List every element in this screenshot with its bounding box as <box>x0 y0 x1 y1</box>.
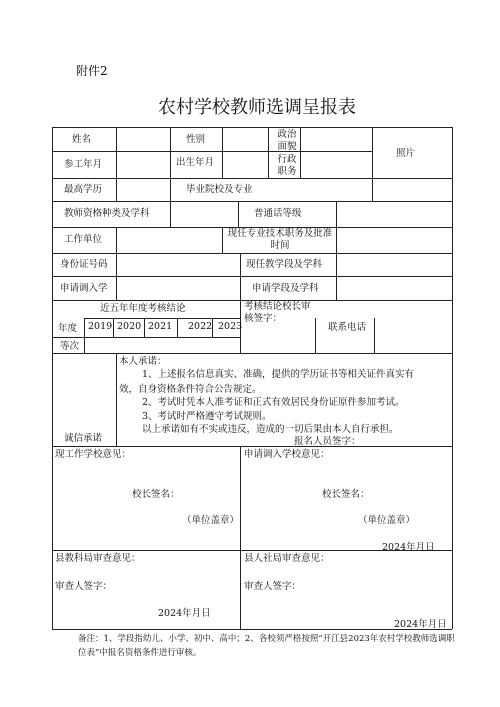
current-school-seal: （单位盖章） <box>182 515 240 526</box>
mandarin-level-label: 普通话等级 <box>254 208 302 219</box>
county-edu-opinion-label: 县教科局审查意见： <box>55 553 141 564</box>
edu-reviewer-sign-label: 审查人签字： <box>55 581 113 592</box>
professional-title-label: 现任专业技术职务及批准时间 <box>227 228 333 251</box>
year-2022: 2022 <box>188 321 213 332</box>
work-year-label: 参工年月 <box>64 159 103 170</box>
apply-stage-label: 申请学段及学科 <box>252 283 319 294</box>
pledge-item-1b: 效，自身资格条件符合公告规定。 <box>119 384 262 395</box>
current-school-opinion-label: 现工作学校意见： <box>55 449 132 460</box>
current-stage-label: 现任教学段及学科 <box>246 259 323 270</box>
graduate-school-label: 毕业院校及专业 <box>186 184 253 195</box>
applicant-sign-label: 报名人员签字： <box>294 436 361 447</box>
year-label: 年度 <box>58 323 78 334</box>
political-status-label: 政治面貌 <box>277 129 297 152</box>
county-edu-date: 2024年月日 <box>158 608 211 619</box>
contact-phone-label: 联系电话 <box>328 322 367 333</box>
admin-post-label: 行政职务 <box>277 154 297 177</box>
attachment-label: 附件2 <box>76 64 108 78</box>
education-label: 最高学历 <box>64 184 103 195</box>
name-label: 姓名 <box>72 134 92 145</box>
teacher-cert-label: 教师资格种类及学科 <box>64 208 150 219</box>
pledge-item-2: 2、考试时凭本人准考证和正式有效居民身份证原件参加考试。 <box>142 397 405 408</box>
apply-school-label: 申请调入学 <box>60 283 108 294</box>
county-hr-date: 2024年月日 <box>394 619 447 630</box>
target-school-date: 2024年月日 <box>382 542 435 553</box>
footnote: 备注：1、学段指幼儿、小学、初中、高中；2、各校须严格按照“开江县2023年农村学校教师选调职位表”中报名资格条件进行审核。 <box>78 634 455 658</box>
pledge-heading: 本人承诺： <box>119 356 167 367</box>
year-2020: 2020 <box>117 321 142 332</box>
id-number-label: 身份证号码 <box>60 259 108 270</box>
county-hr-opinion-label: 县人社局审查意见： <box>244 553 330 564</box>
principal-review-sign-label: 考核结论校长审核签字： <box>244 301 311 324</box>
assessment-title: 近五年年度考核结论 <box>100 303 186 314</box>
target-school-opinion-label: 申请调入学校意见： <box>244 449 330 460</box>
target-school-seal: （单位盖章） <box>358 515 416 526</box>
year-2021: 2021 <box>148 321 173 332</box>
year-2019: 2019 <box>88 321 113 332</box>
work-unit-label: 工作单位 <box>64 234 103 245</box>
hr-reviewer-sign-label: 审查人签字： <box>244 581 302 592</box>
birth-date-label: 出生年月 <box>176 157 215 168</box>
pledge-item-4: 以上承诺如有不实或违反，造成的一切后果由本人自行承担。 <box>142 424 399 435</box>
gender-label: 性别 <box>186 134 206 145</box>
year-2023: 2023 <box>218 321 243 332</box>
target-principal-sign-label: 校长签名： <box>322 489 370 500</box>
page-title: 农村学校教师选调呈报表 <box>158 97 356 118</box>
photo-label: 照片 <box>396 148 416 159</box>
current-principal-sign-label: 校长签名： <box>132 489 180 500</box>
pledge-item-1a: 1、上述报名信息真实、准确，提供的学历证书等相关证件真实有 <box>142 369 415 380</box>
integrity-pledge-label: 诚信承诺 <box>64 433 103 444</box>
pledge-item-3: 3、考试时严格遵守考试规则。 <box>142 411 272 422</box>
grade-label: 等次 <box>60 341 80 352</box>
